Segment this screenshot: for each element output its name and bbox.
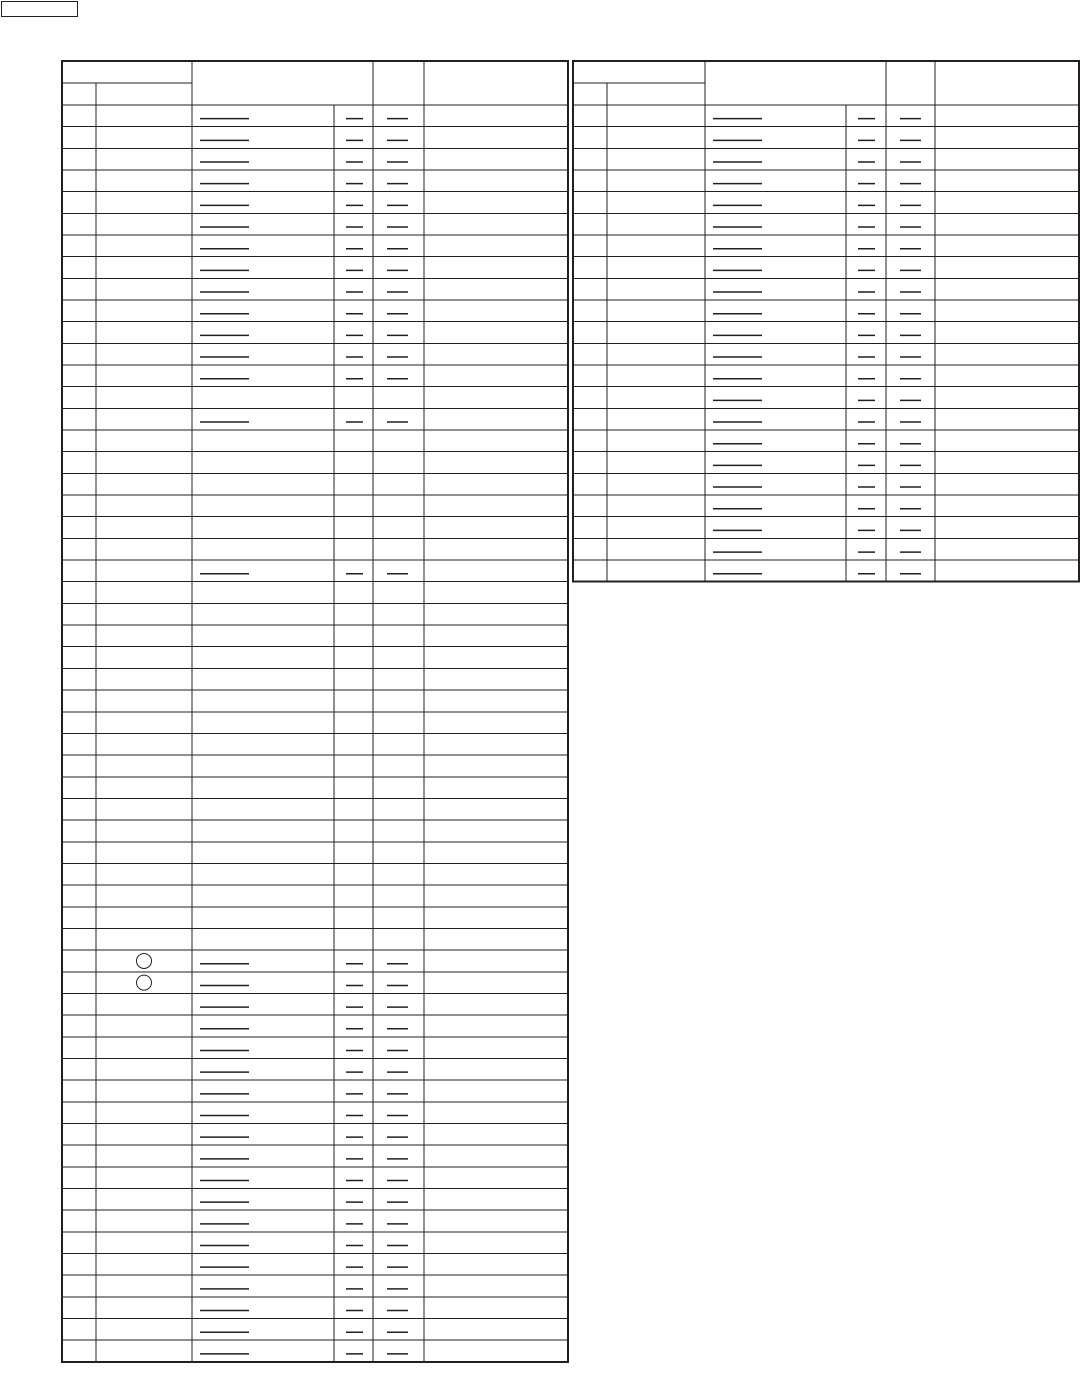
left-table-row <box>62 140 568 148</box>
left-table-row <box>62 205 568 213</box>
left-table-row <box>62 1246 568 1254</box>
right-table-row <box>573 292 1079 300</box>
left-table-row <box>62 1202 568 1210</box>
circle-marker-icon <box>137 975 152 990</box>
left-table-row <box>62 953 568 971</box>
left-table-row <box>62 1267 568 1275</box>
left-table-grid <box>61 60 569 1363</box>
right-table-row <box>573 249 1079 257</box>
right-table-row <box>573 509 1079 517</box>
right-table-row <box>573 487 1079 495</box>
right-table-row <box>573 314 1079 322</box>
left-parts-table <box>61 60 569 1363</box>
left-table-row <box>62 1180 568 1188</box>
left-table-row <box>62 184 568 192</box>
left-table-row <box>62 1007 568 1015</box>
right-table-row <box>573 205 1079 213</box>
left-table-row <box>62 292 568 300</box>
left-table-row <box>62 162 568 170</box>
right-table-row <box>573 184 1079 192</box>
left-table-row <box>62 1115 568 1123</box>
left-table-row <box>62 335 568 343</box>
right-table-row <box>573 140 1079 148</box>
right-table-row <box>573 227 1079 235</box>
right-table-row <box>573 465 1079 473</box>
right-table-row <box>573 400 1079 408</box>
left-table-row <box>62 379 568 387</box>
left-table-row <box>62 1050 568 1058</box>
right-table-row <box>573 552 1079 560</box>
right-table-row <box>573 530 1079 538</box>
left-table-row <box>62 574 568 582</box>
left-table-row <box>62 1224 568 1232</box>
right-table-row <box>573 119 1079 127</box>
left-table-row <box>62 1332 568 1340</box>
right-table-row <box>573 379 1079 387</box>
left-table-row <box>62 119 568 127</box>
right-table-row <box>573 270 1079 278</box>
right-table-row <box>573 357 1079 365</box>
right-table-row <box>573 335 1079 343</box>
left-table-row <box>62 975 568 993</box>
left-table-row <box>62 1289 568 1297</box>
left-table-row <box>62 270 568 278</box>
left-table-row <box>62 1072 568 1080</box>
left-table-row <box>62 422 568 430</box>
left-table-row <box>62 1094 568 1102</box>
right-parts-table <box>572 60 1080 583</box>
right-table-row <box>573 444 1079 452</box>
circle-marker-icon <box>137 953 152 968</box>
right-table-row <box>573 422 1079 430</box>
left-table-row <box>62 1029 568 1037</box>
left-table-row <box>62 1159 568 1167</box>
page-tag-box <box>1 1 78 17</box>
left-table-row <box>62 357 568 365</box>
left-table-row <box>62 1311 568 1319</box>
right-table-row <box>573 162 1079 170</box>
right-table-grid <box>572 60 1080 583</box>
left-table-row <box>62 249 568 257</box>
left-table-row <box>62 1137 568 1145</box>
left-table-row <box>62 314 568 322</box>
left-table-row <box>62 227 568 235</box>
